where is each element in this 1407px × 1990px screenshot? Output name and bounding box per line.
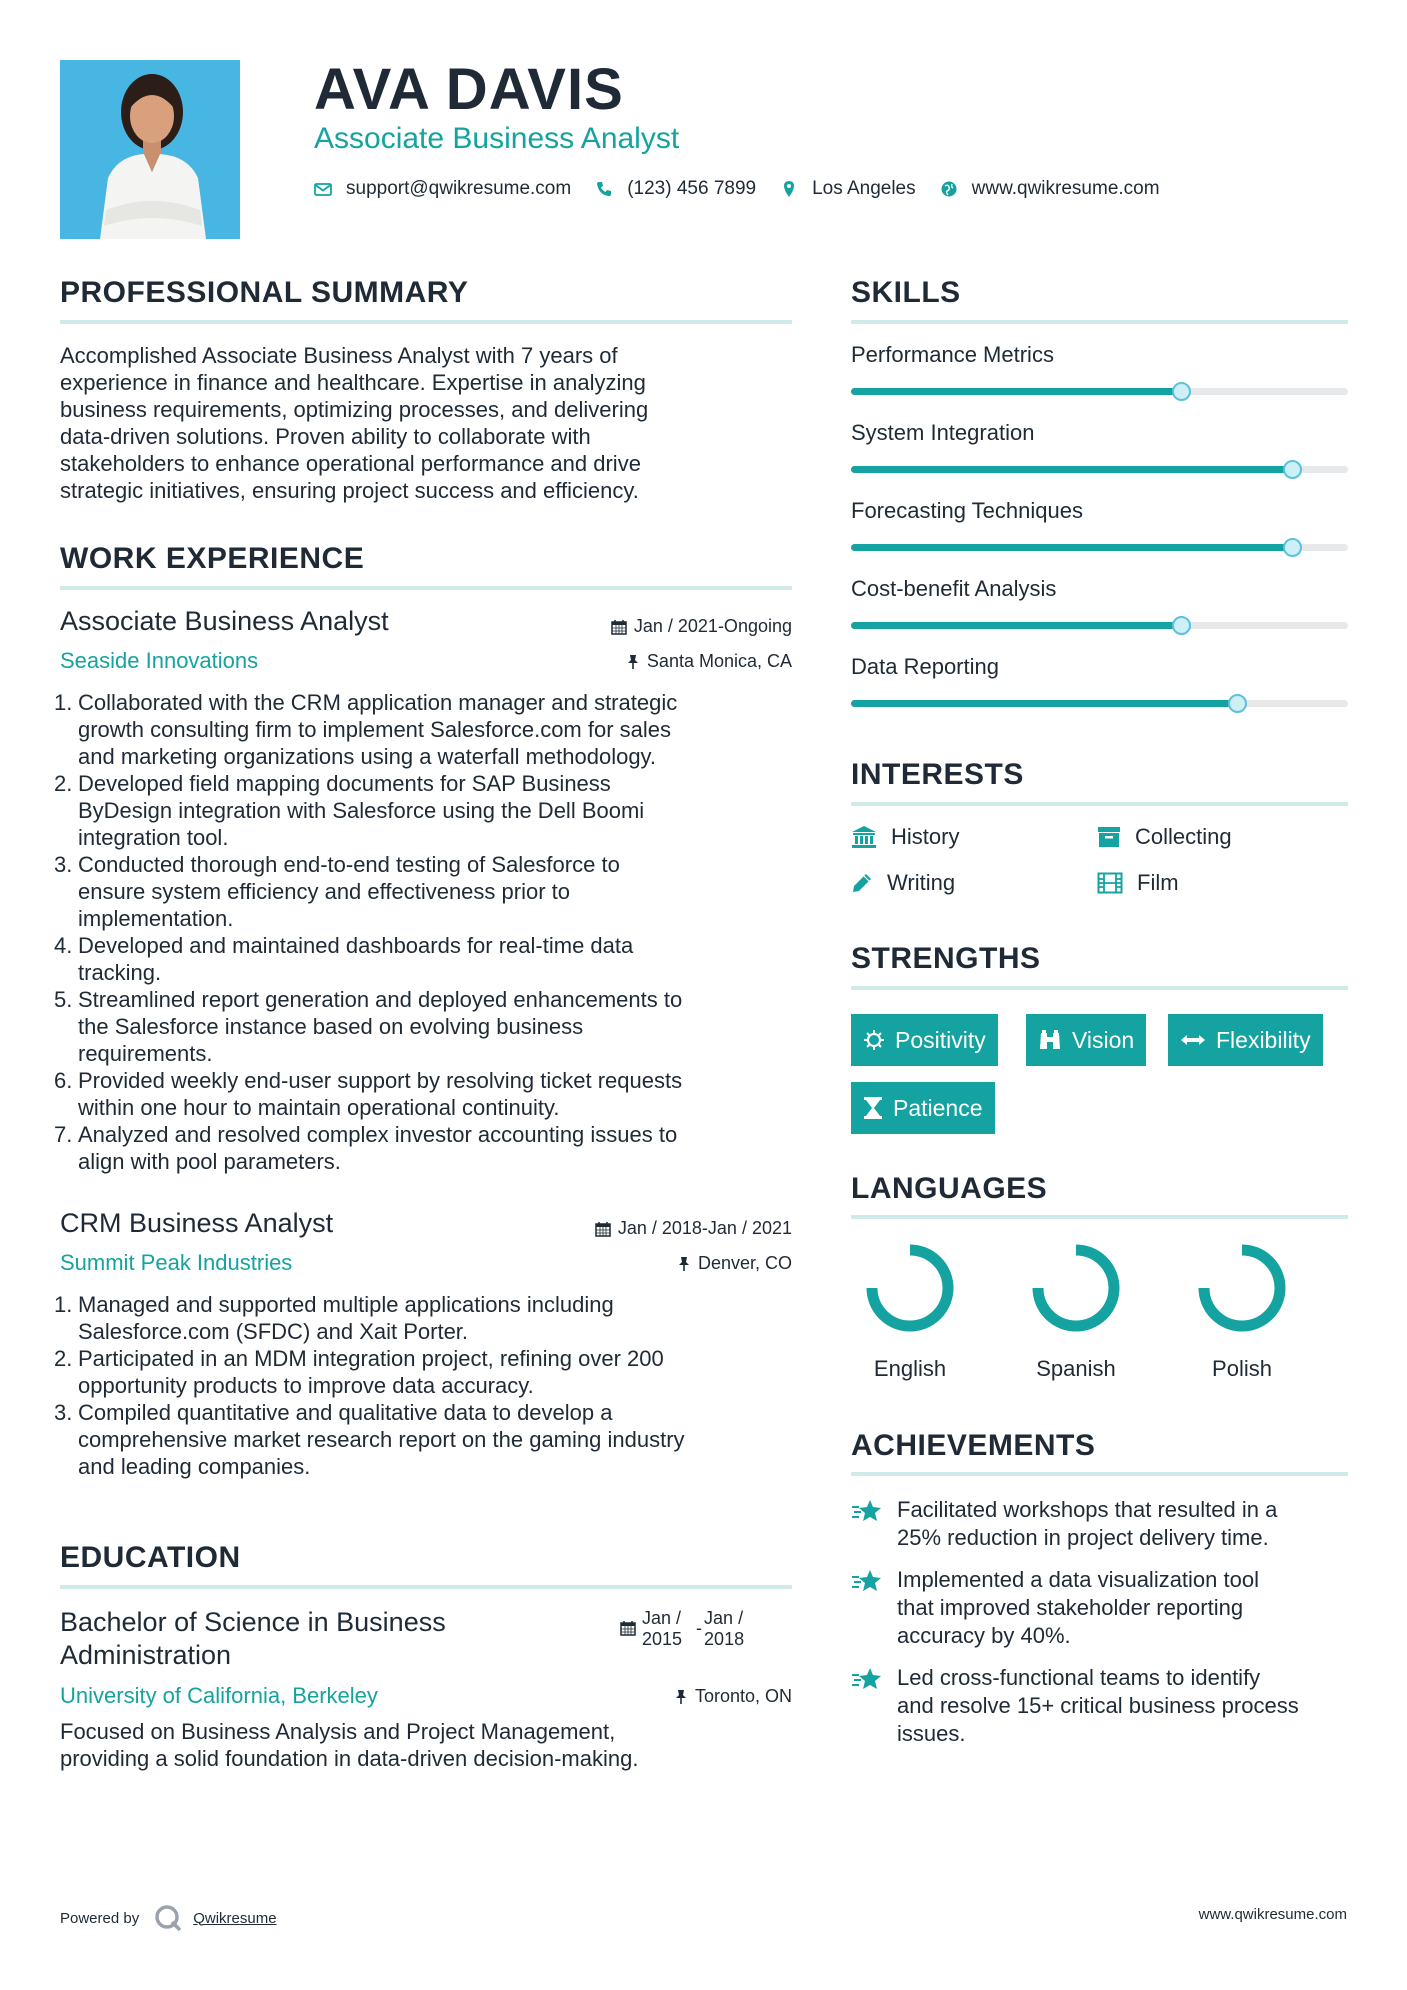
list-item (54, 689, 800, 770)
candidate-name: AVA DAVIS (314, 57, 624, 122)
archive-box-icon (1097, 826, 1121, 848)
language-ring-arc (1204, 1250, 1280, 1326)
list-line: and leading companies. (78, 1454, 311, 1479)
job-location-text: Santa Monica, CA (646, 651, 792, 671)
interest-label: Collecting (1135, 824, 1232, 849)
education-start (642, 1608, 682, 1650)
achievement-text (897, 1496, 1277, 1552)
powered-by (60, 1903, 277, 1933)
list-item (54, 1345, 800, 1399)
candidate-title: Associate Business Analyst (314, 122, 680, 155)
shooting-star-icon (851, 1666, 883, 1692)
list-line: growth consulting firm to implement Salesforce.com for sales (78, 717, 672, 742)
list-line: integration tool. (78, 825, 229, 850)
education-desc-line: providing a solid foundation in data-driven decision-making. (60, 1746, 639, 1771)
skill-bar-knob (1172, 616, 1191, 635)
school-name: University of California, Berkeley (60, 1683, 378, 1708)
summary-line: Accomplished Associate Business Analyst with 7 years of (60, 343, 618, 368)
achievements-divider (851, 1472, 1348, 1476)
language-label: English (873, 1356, 947, 1381)
skill-label: System Integration (851, 420, 1035, 445)
skill-label: Cost-benefit Analysis (851, 576, 1057, 601)
list-line: Salesforce.com (SFDC) and Xait Porter. (78, 1319, 469, 1344)
summary-heading: PROFESSIONAL SUMMARY (60, 276, 469, 309)
education-dates (620, 1608, 744, 1650)
arrows-horizontal-icon (1180, 1029, 1206, 1051)
list-number: 6. (54, 1068, 73, 1093)
skill-bar-fill (851, 622, 1182, 629)
job-dates-text: Jan / 2018-Jan / 2021 (617, 1218, 792, 1238)
list-item (54, 932, 800, 986)
achievement-line: issues. (897, 1721, 966, 1746)
pushpin-icon (674, 1689, 688, 1705)
list-line: Conducted thorough end-to-end testing of Salesforce to (78, 852, 620, 877)
achievement-item (851, 1664, 1299, 1748)
achievement-text (897, 1566, 1259, 1650)
skill-bar-knob (1172, 382, 1191, 401)
job-location-text: Denver, CO (697, 1253, 792, 1273)
interest-collecting (1097, 824, 1232, 850)
degree-line: Administration (60, 1640, 232, 1670)
list-item (54, 986, 800, 1067)
footer-url[interactable]: www.qwikresume.com (1198, 1906, 1347, 1923)
list-line: Developed and maintained dashboards for real-time data (78, 933, 634, 958)
interest-writing (851, 870, 955, 896)
achievements-heading: ACHIEVEMENTS (851, 1429, 1096, 1462)
calendar-icon (595, 1221, 611, 1237)
list-line: ByDesign integration with Salesforce using the Dell Boomi (78, 798, 645, 823)
list-number: 7. (54, 1122, 73, 1147)
interest-label: History (891, 824, 960, 849)
strength-label: Flexibility (1216, 1026, 1311, 1053)
shooting-star-icon (851, 1568, 883, 1594)
skill-bar-fill (851, 388, 1182, 395)
skill-label: Data Reporting (851, 654, 999, 679)
summary-line: experience in finance and healthcare. Expertise in analyzing (60, 370, 646, 395)
education-end (704, 1608, 744, 1650)
list-item (54, 1291, 800, 1345)
list-item (54, 770, 800, 851)
calendar-icon (611, 619, 627, 635)
qwikresume-logo-icon (153, 1903, 183, 1933)
contact-phone[interactable] (595, 178, 756, 200)
language-label: Polish (1212, 1356, 1272, 1381)
profile-photo (60, 60, 240, 239)
education-heading: EDUCATION (60, 1541, 241, 1574)
list-line: requirements. (78, 1041, 213, 1066)
achievement-line: Implemented a data visualization tool (897, 1567, 1259, 1592)
list-number: 4. (54, 933, 73, 958)
education-divider (60, 1585, 792, 1589)
pushpin-icon (677, 1256, 691, 1272)
list-number: 5. (54, 987, 73, 1012)
profile-photo-illustration (60, 60, 240, 239)
skills-heading: SKILLS (851, 276, 961, 309)
experience-heading: WORK EXPERIENCE (60, 542, 365, 575)
strengths-divider (851, 986, 1348, 990)
shooting-star-icon (851, 1498, 883, 1524)
achievement-line: 25% reduction in project delivery time. (897, 1525, 1269, 1550)
skill-bar-knob (1228, 694, 1247, 713)
contact-phone-text: (123) 456 7899 (627, 178, 757, 199)
list-line: comprehensive market research report on the gaming industry (78, 1427, 685, 1452)
skill-bar-knob (1283, 460, 1302, 479)
skill-bar-fill (851, 700, 1238, 707)
skill-bar-track (851, 388, 1348, 395)
skill-label: Performance Metrics (851, 342, 1054, 367)
experience-divider (60, 586, 792, 590)
contact-location (780, 178, 916, 200)
summary-divider (60, 320, 792, 324)
pencil-icon (851, 872, 873, 894)
job-title: CRM Business Analyst (60, 1208, 334, 1238)
list-number: 3. (54, 852, 73, 877)
job-location (560, 1253, 792, 1274)
language-ring (1192, 1238, 1292, 1338)
skill-bar-fill (851, 466, 1293, 473)
list-item (54, 1121, 800, 1175)
languages-divider (851, 1215, 1348, 1219)
list-number: 1. (54, 690, 73, 715)
job-bullets (54, 689, 800, 1175)
envelope-icon (314, 180, 332, 198)
binoculars-icon (1038, 1029, 1062, 1051)
degree-title (60, 1606, 446, 1672)
contact-website[interactable] (940, 178, 1160, 200)
strength-vision (1026, 1014, 1146, 1066)
education-desc-line: Focused on Business Analysis and Project Management, (60, 1719, 616, 1744)
list-line: implementation. (78, 906, 234, 931)
contact-email[interactable] (314, 178, 571, 200)
education-end-year: 2018 (704, 1629, 745, 1649)
education-description (60, 1718, 800, 1772)
list-line: the Salesforce instance based on evolving business (78, 1014, 584, 1039)
company-name: Summit Peak Industries (60, 1250, 293, 1275)
phone-icon (595, 180, 613, 198)
film-icon (1097, 872, 1123, 894)
job-location (560, 651, 792, 672)
list-line: ensure system efficiency and effectiveness prior to (78, 879, 570, 904)
list-number: 3. (54, 1400, 73, 1425)
achievement-line: Facilitated workshops that resulted in a (897, 1497, 1278, 1522)
skill-bar-knob (1283, 538, 1302, 557)
list-number: 2. (54, 1346, 73, 1371)
strength-flexibility (1168, 1014, 1323, 1066)
museum-icon (851, 825, 877, 849)
skill-label: Forecasting Techniques (851, 498, 1083, 523)
list-item (54, 1067, 800, 1121)
interests-divider (851, 802, 1348, 806)
list-line: Compiled quantitative and qualitative data to develop a (78, 1400, 613, 1425)
interest-label: Writing (887, 870, 956, 895)
education-end-month: Jan / (704, 1608, 744, 1628)
interest-label: Film (1137, 870, 1179, 895)
languages-heading: LANGUAGES (851, 1172, 1048, 1205)
list-line: Collaborated with the CRM application manager and strategic (78, 690, 678, 715)
strength-label: Patience (893, 1094, 983, 1121)
list-item (54, 851, 800, 932)
contact-website-text: www.qwikresume.com (971, 178, 1160, 199)
qwikresume-link[interactable]: Qwikresume (193, 1909, 277, 1927)
map-pin-icon (780, 180, 798, 198)
achievement-item (851, 1496, 1277, 1552)
sun-icon (863, 1029, 885, 1051)
skill-bar-fill (851, 544, 1293, 551)
list-line: Provided weekly end-user support by resolving ticket requests (78, 1068, 683, 1093)
list-line: and marketing organizations using a waterfall methodology. (78, 744, 657, 769)
job-dates (540, 1218, 792, 1239)
powered-by-label: Powered by (60, 1909, 140, 1927)
education-location-text: Toronto, ON (694, 1686, 792, 1706)
pushpin-icon (626, 654, 640, 670)
list-line: within one hour to maintain operational continuity. (78, 1095, 560, 1120)
interests-heading: INTERESTS (851, 758, 1024, 791)
summary-line: data-driven solutions. Proven ability to collaborate with (60, 424, 591, 449)
calendar-icon (620, 1620, 636, 1636)
job-bullets (54, 1291, 800, 1480)
language-ring (1026, 1238, 1126, 1338)
summary-text (60, 342, 800, 504)
job-dates (560, 616, 792, 637)
summary-line: business requirements, optimizing processes, and delivering (60, 397, 649, 422)
list-line: Managed and supported multiple applications including (78, 1292, 614, 1317)
skills-divider (851, 320, 1348, 324)
list-line: opportunity products to improve data accuracy. (78, 1373, 534, 1398)
interest-history (851, 824, 959, 850)
contact-bar (314, 178, 1184, 200)
skill-bar-track (851, 466, 1348, 473)
summary-line: strategic initiatives, ensuring project success and efficiency. (60, 478, 639, 503)
job-dates-text: Jan / 2021-Ongoing (633, 616, 792, 636)
achievement-line: Led cross-functional teams to identify (897, 1665, 1261, 1690)
language-ring-arc (1038, 1250, 1114, 1326)
contact-email-text: support@qwikresume.com (346, 178, 572, 199)
list-line: Analyzed and resolved complex investor accounting issues to (78, 1122, 678, 1147)
job-title: Associate Business Analyst (60, 606, 389, 636)
strength-patience (851, 1082, 995, 1134)
summary-line: stakeholders to enhance operational performance and drive (60, 451, 641, 476)
achievement-line: and resolve 15+ critical business process (897, 1693, 1299, 1718)
list-line: align with pool parameters. (78, 1149, 341, 1174)
list-line: tracking. (78, 960, 162, 985)
achievement-line: accuracy by 40%. (897, 1623, 1071, 1648)
strengths-heading: STRENGTHS (851, 942, 1041, 975)
language-label: Spanish (1036, 1356, 1116, 1381)
list-number: 2. (54, 771, 73, 796)
list-item (54, 1399, 800, 1480)
list-line: Participated in an MDM integration project, refining over 200 (78, 1346, 664, 1371)
achievement-text (897, 1664, 1299, 1748)
achievement-line: that improved stakeholder reporting (897, 1595, 1244, 1620)
strength-positivity (851, 1014, 998, 1066)
language-ring (860, 1238, 960, 1338)
list-line: Developed field mapping documents for SAP Business (78, 771, 611, 796)
skill-bar-track (851, 544, 1348, 551)
education-location (560, 1686, 792, 1707)
strength-label: Vision (1072, 1026, 1135, 1053)
language-ring-arc (872, 1250, 948, 1326)
education-start-month: Jan / (642, 1608, 682, 1628)
education-start-year: 2015 (642, 1629, 683, 1649)
company-name: Seaside Innovations (60, 648, 259, 673)
strength-label: Positivity (895, 1026, 986, 1053)
skill-bar-track (851, 700, 1348, 707)
skill-bar-track (851, 622, 1348, 629)
list-number: 1. (54, 1292, 73, 1317)
hourglass-icon (863, 1096, 883, 1120)
interest-film (1097, 870, 1179, 896)
list-line: Streamlined report generation and deployed enhancements to (78, 987, 683, 1012)
globe-icon (940, 180, 958, 198)
contact-location-text: Los Angeles (812, 178, 916, 199)
education-date-dash: - (696, 1618, 703, 1638)
achievement-item (851, 1566, 1259, 1650)
degree-line: Bachelor of Science in Business (60, 1607, 446, 1637)
